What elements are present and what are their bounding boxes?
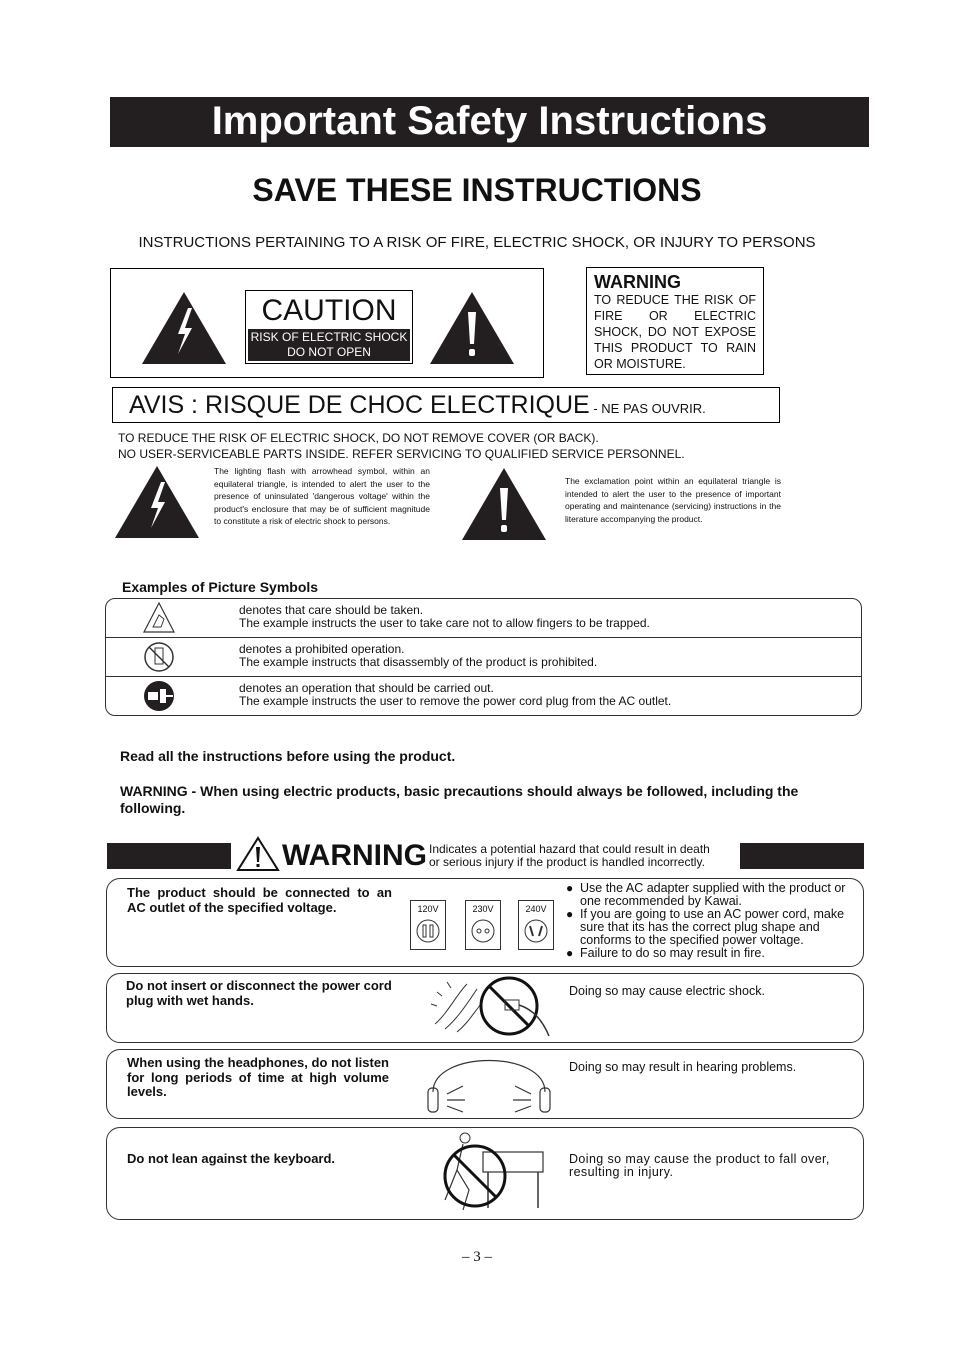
warning-item-headphones: [106, 1049, 864, 1119]
warning-desc-2: or serious injury if the product is handled incorrectly.: [429, 855, 705, 869]
voltage-label: 240V: [525, 904, 547, 914]
reduce-line-1: TO REDUCE THE RISK OF ELECTRIC SHOCK, DO NOT REMOVE COVER (OR BACK).: [118, 431, 599, 445]
warning-band-left: [107, 843, 231, 869]
warning-item-lean: [106, 1127, 864, 1220]
bullet-item: ● Use the AC adapter supplied with the product or one recommended by Kawai.: [566, 882, 846, 908]
outlet-240v-icon: [523, 918, 549, 944]
warning-item-consequence: Doing so may cause the product to fall over, resulting in injury.: [569, 1152, 830, 1179]
save-heading: SAVE THESE INSTRUCTIONS: [252, 172, 702, 208]
unplug-icon: [142, 679, 176, 713]
avis-small: - NE PAS OUVRIR.: [589, 401, 706, 416]
headphones-icon: [425, 1054, 553, 1116]
caution-triangle-icon: [142, 601, 176, 635]
voltage-label: 230V: [472, 904, 494, 914]
lean-keyboard-prohibited-icon: [433, 1130, 563, 1218]
avis-main: AVIS : RISQUE DE CHOC ELECTRIQUE: [129, 391, 590, 419]
caution-label: [245, 290, 413, 364]
symbol-text: denotes that care should be taken.: [239, 603, 424, 617]
bullet-item: ● Failure to do so may result in fire.: [566, 947, 846, 960]
outlet-230v-icon: [470, 918, 496, 944]
warning-header-desc: [429, 843, 710, 869]
warning-paragraph: WARNING - When using electric products, basic precautions should always be followed, including the following.: [120, 783, 799, 816]
prohibited-icon: [142, 640, 176, 674]
symbol-row-care: [106, 599, 861, 638]
warning-desc-1: Indicates a potential hazard that could result in death: [429, 842, 710, 856]
read-all-text: Read all the instructions before using the product.: [120, 748, 456, 764]
symbol-row-prohibited: [106, 637, 861, 677]
page-number: – 3 –: [462, 1249, 492, 1265]
voltage-label: 120V: [417, 904, 439, 914]
exclamation-explanation: The exclamation point within an equilateral triangle is intended to alert the user to the presence of important operating and maintenance (servicing) instructions in the literature accompanying the product.: [565, 476, 781, 524]
symbol-text: denotes a prohibited operation.: [239, 642, 405, 656]
warning-item-consequence: Doing so may result in hearing problems.: [569, 1060, 797, 1074]
outlet-230v: [465, 900, 501, 950]
pertaining-text: INSTRUCTIONS PERTAINING TO A RISK OF FIRE, ELECTRIC SHOCK, OR INJURY TO PERSONS: [138, 234, 816, 251]
outlet-120v: [410, 900, 446, 950]
reduce-risk-text: [118, 430, 685, 462]
caution-word: CAUTION: [261, 294, 397, 327]
voltage-bullets: [566, 882, 846, 960]
warning-item-title: Do not insert or disconnect the power cord plug with wet hands.: [126, 978, 392, 1008]
warning-item-title: Do not lean against the keyboard.: [127, 1151, 336, 1166]
lightning-triangle-icon: [113, 464, 201, 540]
warning-item-wet-hands: [106, 973, 864, 1043]
wet-hands-prohibited-icon: [427, 974, 557, 1042]
warning-triangle-icon: [236, 836, 280, 872]
page-title: Important Safety Instructions: [110, 97, 869, 147]
exclamation-triangle-icon: [428, 290, 516, 366]
symbol-example: The example instructs the user to remove the power cord plug from the AC outlet.: [239, 694, 672, 708]
warning-item-title: When using the headphones, do not listen for long periods of time at high volume levels.: [127, 1055, 389, 1099]
lightning-explanation: The lighting flash with arrowhead symbol, within an equilateral triangle, is intended to alert the user to the presence of uninsulated 'dangerous voltage' within the product's enclosure that may be of sufficient magnitude to constitute a risk of electric shock to persons.: [214, 466, 430, 526]
caution-line-1: RISK OF ELECTRIC SHOCK: [250, 330, 408, 344]
warning-box-title: WARNING: [594, 272, 681, 292]
warning-item-voltage: [106, 878, 864, 967]
lightning-triangle-icon: [140, 290, 228, 366]
avis-box: [112, 387, 780, 423]
picture-symbols-table: [105, 598, 862, 716]
symbol-text: denotes an operation that should be carried out.: [239, 681, 494, 695]
warning-header-word: WARNING: [282, 839, 427, 872]
warning-item-title: The product should be connected to an AC outlet of the specified voltage.: [127, 885, 392, 915]
warning-box: [586, 267, 764, 375]
reduce-line-2: NO USER-SERVICEABLE PARTS INSIDE. REFER SERVICING TO QUALIFIED SERVICE PERSONNEL.: [118, 447, 685, 461]
warning-box-text: TO REDUCE THE RISK OF FIRE OR ELECTRIC SHOCK, DO NOT EXPOSE THIS PRODUCT TO RAIN OR MOISTURE.: [594, 293, 756, 371]
warning-band-right: [740, 843, 864, 869]
warning-item-consequence: Doing so may cause electric shock.: [569, 984, 765, 998]
symbol-example: The example instructs that disassembly of the product is prohibited.: [239, 655, 598, 669]
exclamation-triangle-icon: [460, 466, 548, 542]
outlet-240v: [518, 900, 554, 950]
symbol-row-mandatory: [106, 676, 861, 716]
symbol-example: The example instructs the user to take care not to allow fingers to be trapped.: [239, 616, 650, 630]
examples-heading: Examples of Picture Symbols: [122, 579, 319, 595]
caution-subtext: [248, 329, 410, 361]
bullet-item: ● If you are going to use an AC power cord, make sure that its has the correct plug shape and conforms to the specified power voltage.: [566, 908, 846, 947]
caution-line-2: DO NOT OPEN: [287, 345, 371, 359]
outlet-120v-icon: [415, 918, 441, 944]
